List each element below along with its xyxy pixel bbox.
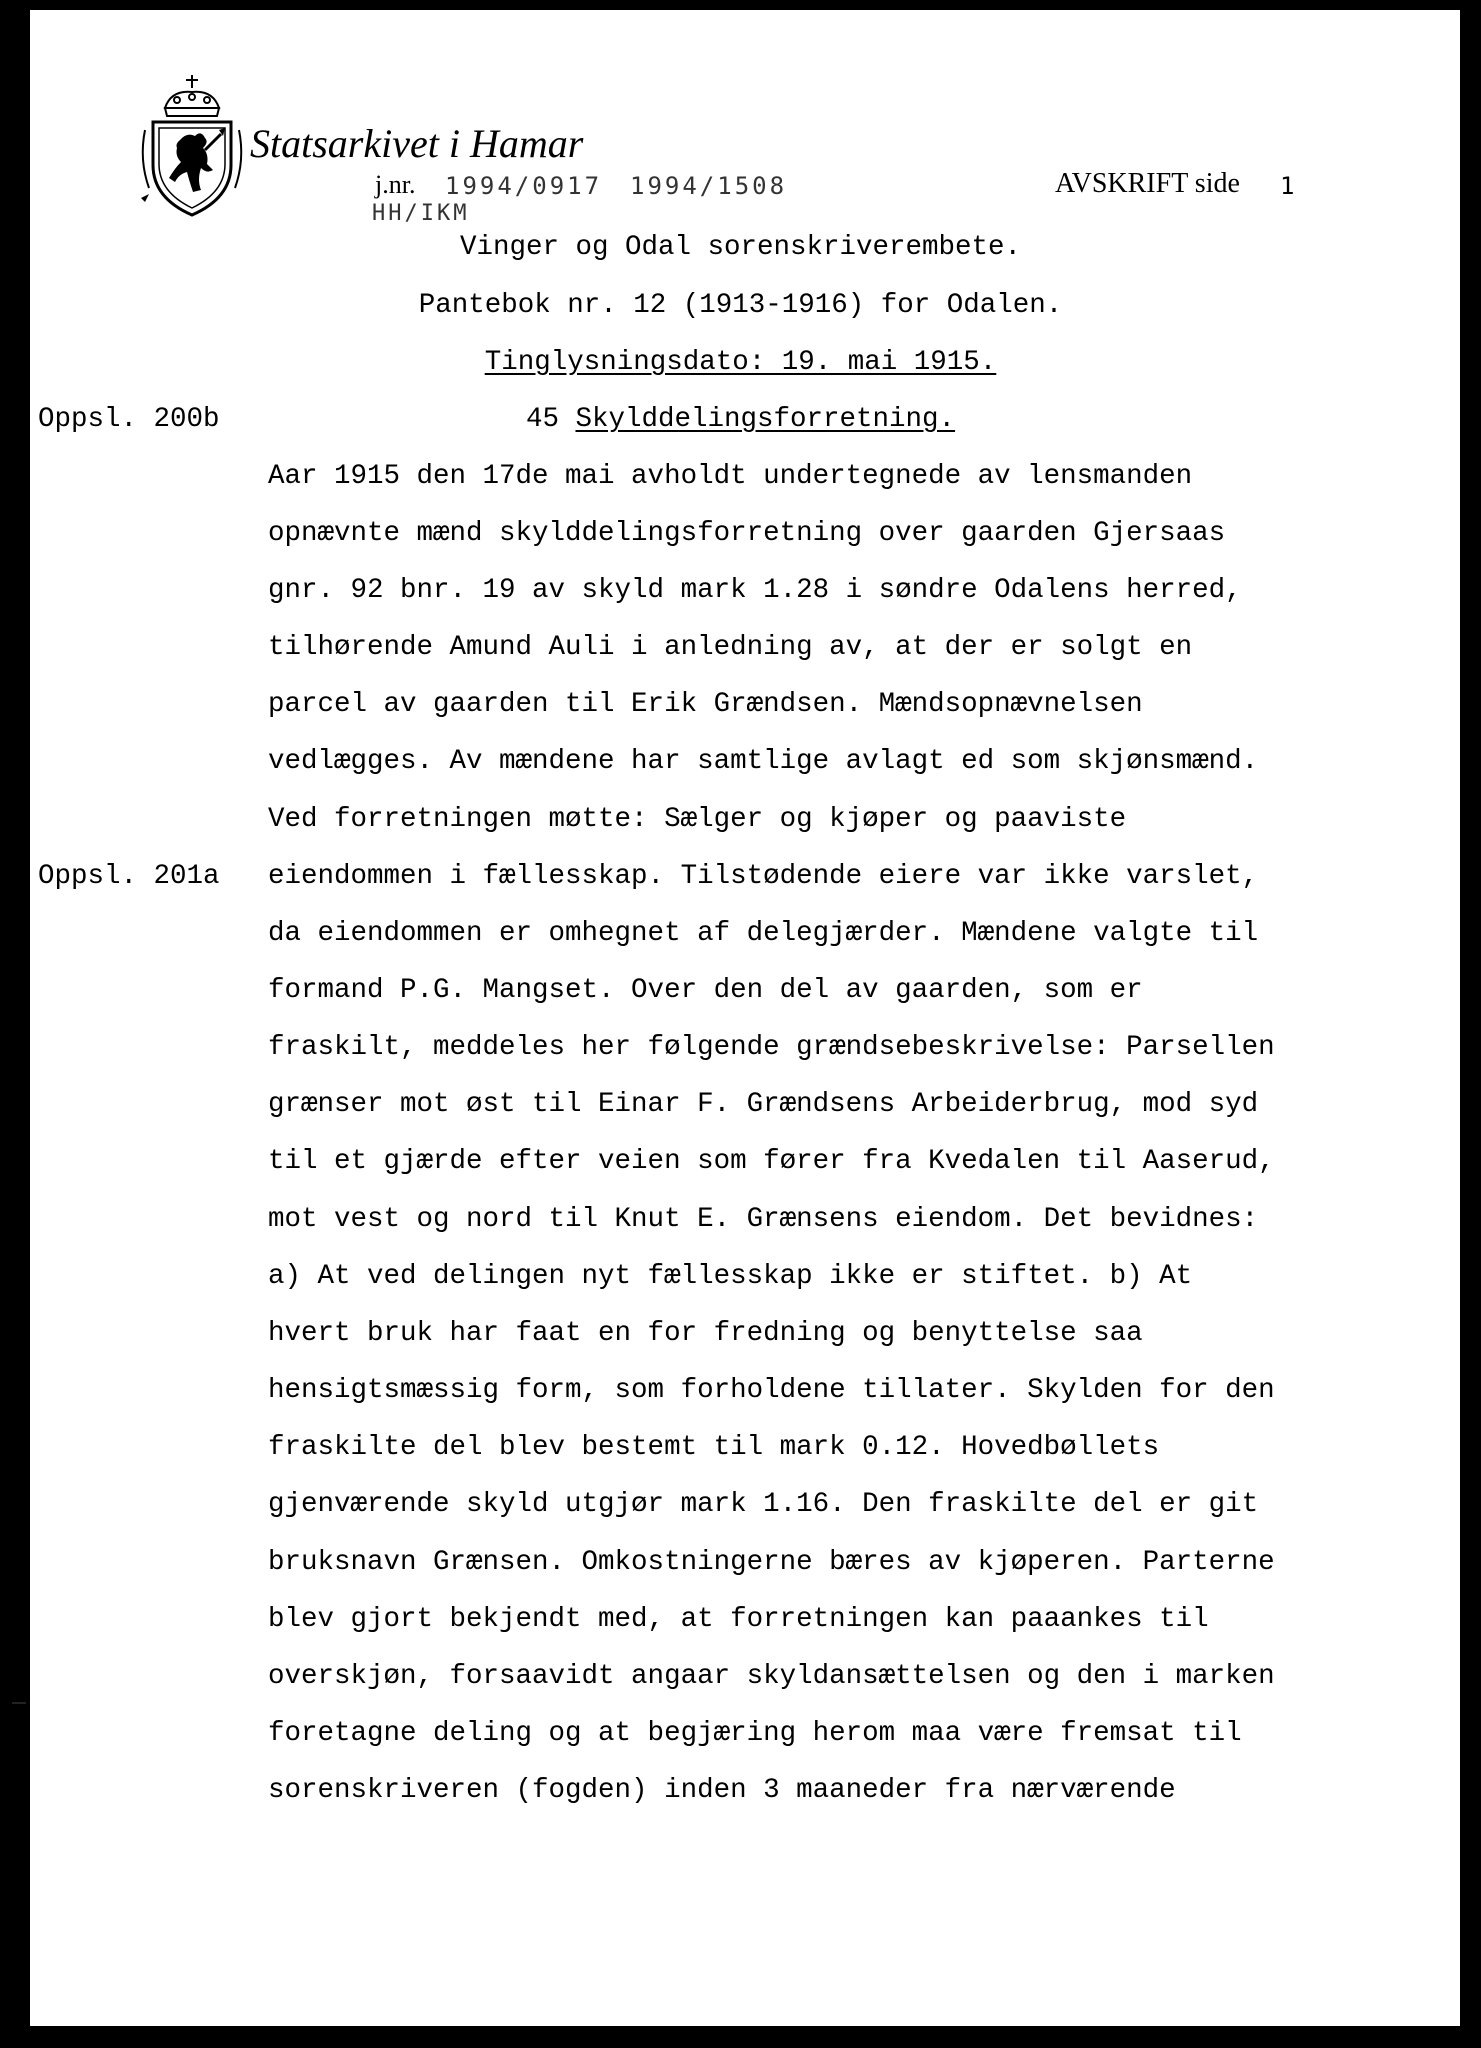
margin-note: Oppsl. 200b	[38, 404, 220, 435]
text-line: gnr. 92 bnr. 19 av skyld mark 1.28 i søndre Odalens herred,	[268, 575, 1242, 606]
text-line: formand P.G. Mangset. Over den del av gaarden, som er	[268, 975, 1143, 1006]
office-heading: Vinger og Odal sorenskriverembete.	[459, 232, 1022, 263]
archive-title: Statsarkivet i Hamar	[250, 121, 584, 166]
text-line: sorenskriveren (fogden) inden 3 maaneder fra nærværende	[268, 1775, 1176, 1806]
text-line: overskjøn, forsaavidt angaar skyldansættelsen og den i marken	[268, 1661, 1275, 1692]
norwegian-coat-of-arms-icon	[135, 70, 250, 220]
text-line: Ved forretningen møtte: Sælger og kjøper og paaviste	[268, 804, 1127, 835]
text-line: da eiendommen er omhegnet af delegjærder. Mændene valgte til	[268, 918, 1259, 949]
book-heading: Pantebok nr. 12 (1913-1916) for Odalen.	[418, 290, 1063, 321]
text-line: opnævnte mænd skylddelingsforretning over gaarden Gjersaas	[268, 518, 1226, 549]
text-line: Aar 1915 den 17de mai avholdt undertegnede av lensmanden	[268, 461, 1193, 492]
text-line: tilhørende Amund Auli i anledning av, at der er solgt en	[268, 632, 1193, 663]
text-line: til et gjærde efter veien som fører fra Kvedalen til Aaserud,	[268, 1146, 1275, 1177]
margin-note: Oppsl. 201a	[38, 861, 220, 892]
text-line: fraskilt, meddeles her følgende grændsebeskrivelse: Parsellen	[268, 1032, 1275, 1063]
text-line: eiendommen i fællesskap. Tilstødende eiere var ikke varslet,	[268, 861, 1259, 892]
text-line: bruksnavn Grænsen. Omkostningerne bæres av kjøperen. Parterne	[268, 1547, 1275, 1578]
margin-mark	[12, 1702, 26, 1704]
text-line: blev gjort bekjendt med, at forretningen kan paaankes til	[268, 1604, 1209, 1635]
clerk-initials: HH/IKM	[372, 201, 470, 226]
journal-number-1: 1994/0917	[445, 172, 603, 200]
text-line: mot vest og nord til Knut E. Grænsens eiendom. Det bevidnes:	[268, 1204, 1259, 1235]
page-number: 1	[1280, 172, 1295, 200]
date-heading	[0, 347, 1481, 378]
entry-number: 45	[525, 404, 559, 435]
text-line: a) At ved delingen nyt fællesskap ikke er stiftet. b) At	[268, 1261, 1193, 1292]
text-line: hvert bruk har faat en for fredning og benyttelse saa	[268, 1318, 1143, 1349]
avskrift-label: AVSKRIFT side	[1055, 168, 1240, 199]
entry-heading	[0, 404, 1481, 435]
text-line: grænser mot øst til Einar F. Grændsens Arbeiderbrug, mod syd	[268, 1089, 1259, 1120]
text-line: foretagne deling og at begjæring herom maa være fremsat til	[268, 1718, 1242, 1749]
journal-number-label: j.nr.	[375, 170, 416, 199]
text-line: gjenværende skyld utgjør mark 1.16. Den fraskilte del er git	[268, 1489, 1259, 1520]
text-line: parcel av gaarden til Erik Grændsen. Mændsopnævnelsen	[268, 689, 1143, 720]
text-line: hensigtsmæssig form, som forholdene tillater. Skylden for den	[268, 1375, 1275, 1406]
text-line: fraskilte del blev bestemt til mark 0.12. Hovedbøllets	[268, 1432, 1160, 1463]
entry-title: Skylddelingsforretning.	[575, 404, 956, 435]
text-line: vedlægges. Av mændene har samtlige avlagt ed som skjønsmænd.	[268, 746, 1259, 777]
journal-number-2: 1994/1508	[630, 172, 788, 200]
date-heading-text: Tinglysningsdato: 19. mai 1915.	[484, 347, 997, 378]
